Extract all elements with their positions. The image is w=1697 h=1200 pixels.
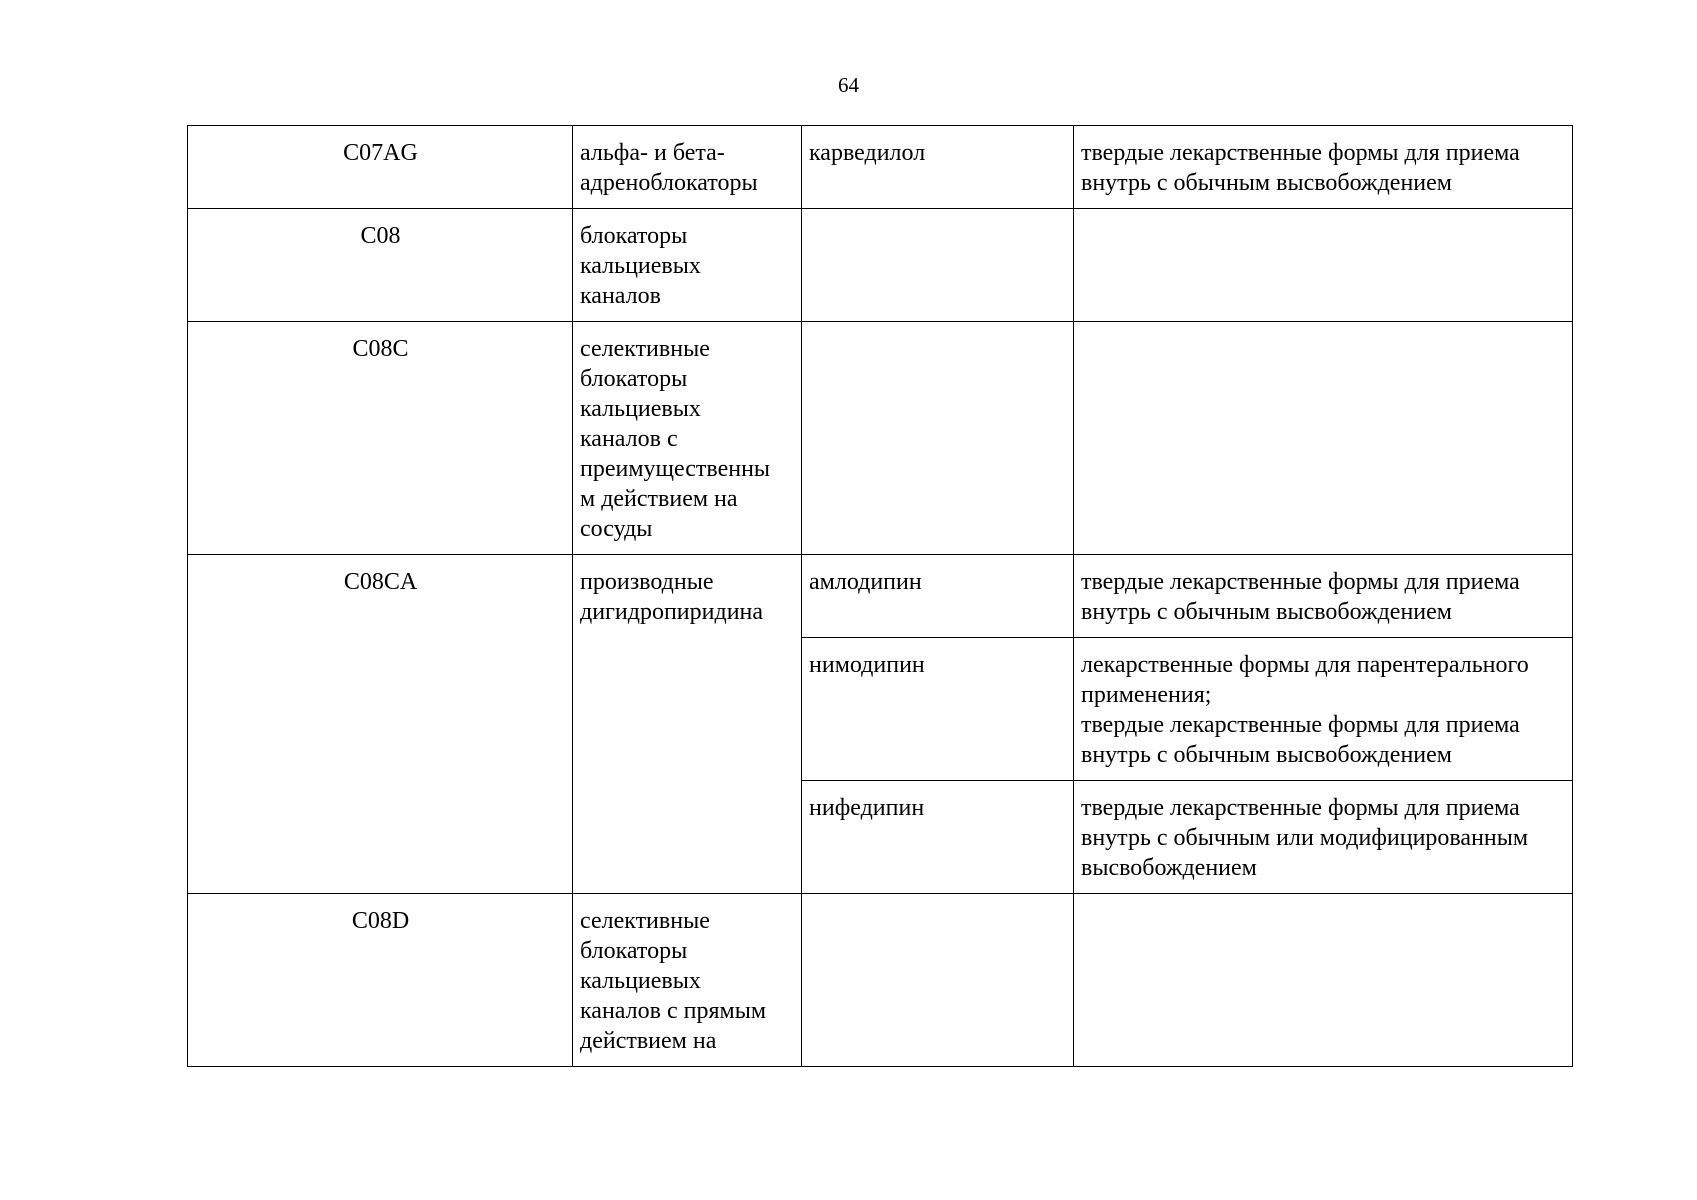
cell-text-line: блокаторы <box>580 938 688 964</box>
dosage-form-cell <box>1074 781 1573 894</box>
page-number: 64 <box>838 73 859 97</box>
cell-text-line: альфа- и бета- <box>580 140 725 166</box>
cell-text-line: преимущественны <box>580 456 771 482</box>
cell-text-line: внутрь с обычным или модифицированным <box>1081 825 1529 851</box>
cell-text-line: твердые лекарственные формы для приема <box>1081 795 1520 821</box>
pharmacological-group-cell <box>573 555 802 894</box>
atc-code-cell: C08CA <box>188 555 573 894</box>
cell-text-line: внутрь с обычным высвобождением <box>1081 599 1452 625</box>
atc-code-cell: C08C <box>188 322 573 555</box>
cell-text-line: селективные <box>580 908 710 934</box>
cell-text-line: производные <box>580 569 714 595</box>
table-row <box>188 555 1573 638</box>
substance-cell <box>802 209 1074 322</box>
dosage-form-cell <box>1074 894 1573 1067</box>
substance-cell: нимодипин <box>802 638 1074 781</box>
dosage-form-cell <box>1074 126 1573 209</box>
cell-text-line: кальциевых <box>580 396 701 422</box>
cell-text-line: каналов <box>580 283 661 309</box>
dosage-form-cell <box>1074 638 1573 781</box>
cell-text-line: кальциевых <box>580 253 701 279</box>
substance-cell: карведилол <box>802 126 1074 209</box>
cell-text-line: каналов с прямым <box>580 998 766 1024</box>
cell-text-line: твердые лекарственные формы для приема <box>1081 712 1520 738</box>
pharmacological-group-cell <box>573 209 802 322</box>
table-row <box>188 322 1573 555</box>
substance-cell <box>802 322 1074 555</box>
cell-text-line: каналов с <box>580 426 678 452</box>
cell-text-line: селективные <box>580 336 710 362</box>
cell-text-line: блокаторы <box>580 223 688 249</box>
cell-text-line: лекарственные формы для парентерального <box>1081 652 1529 678</box>
cell-text-line: твердые лекарственные формы для приема <box>1081 569 1520 595</box>
cell-text-line: твердые лекарственные формы для приема <box>1081 140 1520 166</box>
cell-text-line: кальциевых <box>580 968 701 994</box>
cell-text-line: дигидропиридина <box>580 599 764 625</box>
atc-code-cell: C08D <box>188 894 573 1067</box>
dosage-form-cell <box>1074 555 1573 638</box>
cell-text-line: блокаторы <box>580 366 688 392</box>
cell-text-line: применения; <box>1081 682 1212 708</box>
cell-text-line: м действием на <box>580 486 738 512</box>
atc-code-cell: C07AG <box>188 126 573 209</box>
atc-code-cell: C08 <box>188 209 573 322</box>
dosage-form-cell <box>1074 322 1573 555</box>
dosage-form-cell <box>1074 209 1573 322</box>
pharmacological-group-cell <box>573 894 802 1067</box>
pharmacological-group-cell <box>573 322 802 555</box>
table-row <box>188 209 1573 322</box>
substance-cell: нифедипин <box>802 781 1074 894</box>
cell-text-line: действием на <box>580 1028 717 1054</box>
substance-cell <box>802 894 1074 1067</box>
cell-text-line: внутрь с обычным высвобождением <box>1081 170 1452 196</box>
substance-cell: амлодипин <box>802 555 1074 638</box>
cell-text-line: адреноблокаторы <box>580 170 758 196</box>
table-row <box>188 126 1573 209</box>
cell-text-line: внутрь с обычным высвобождением <box>1081 742 1452 768</box>
cell-text-line: высвобождением <box>1081 855 1257 881</box>
atc-drug-table <box>187 125 1573 1067</box>
table-row <box>188 894 1573 1067</box>
cell-text-line: сосуды <box>580 516 653 542</box>
pharmacological-group-cell <box>573 126 802 209</box>
